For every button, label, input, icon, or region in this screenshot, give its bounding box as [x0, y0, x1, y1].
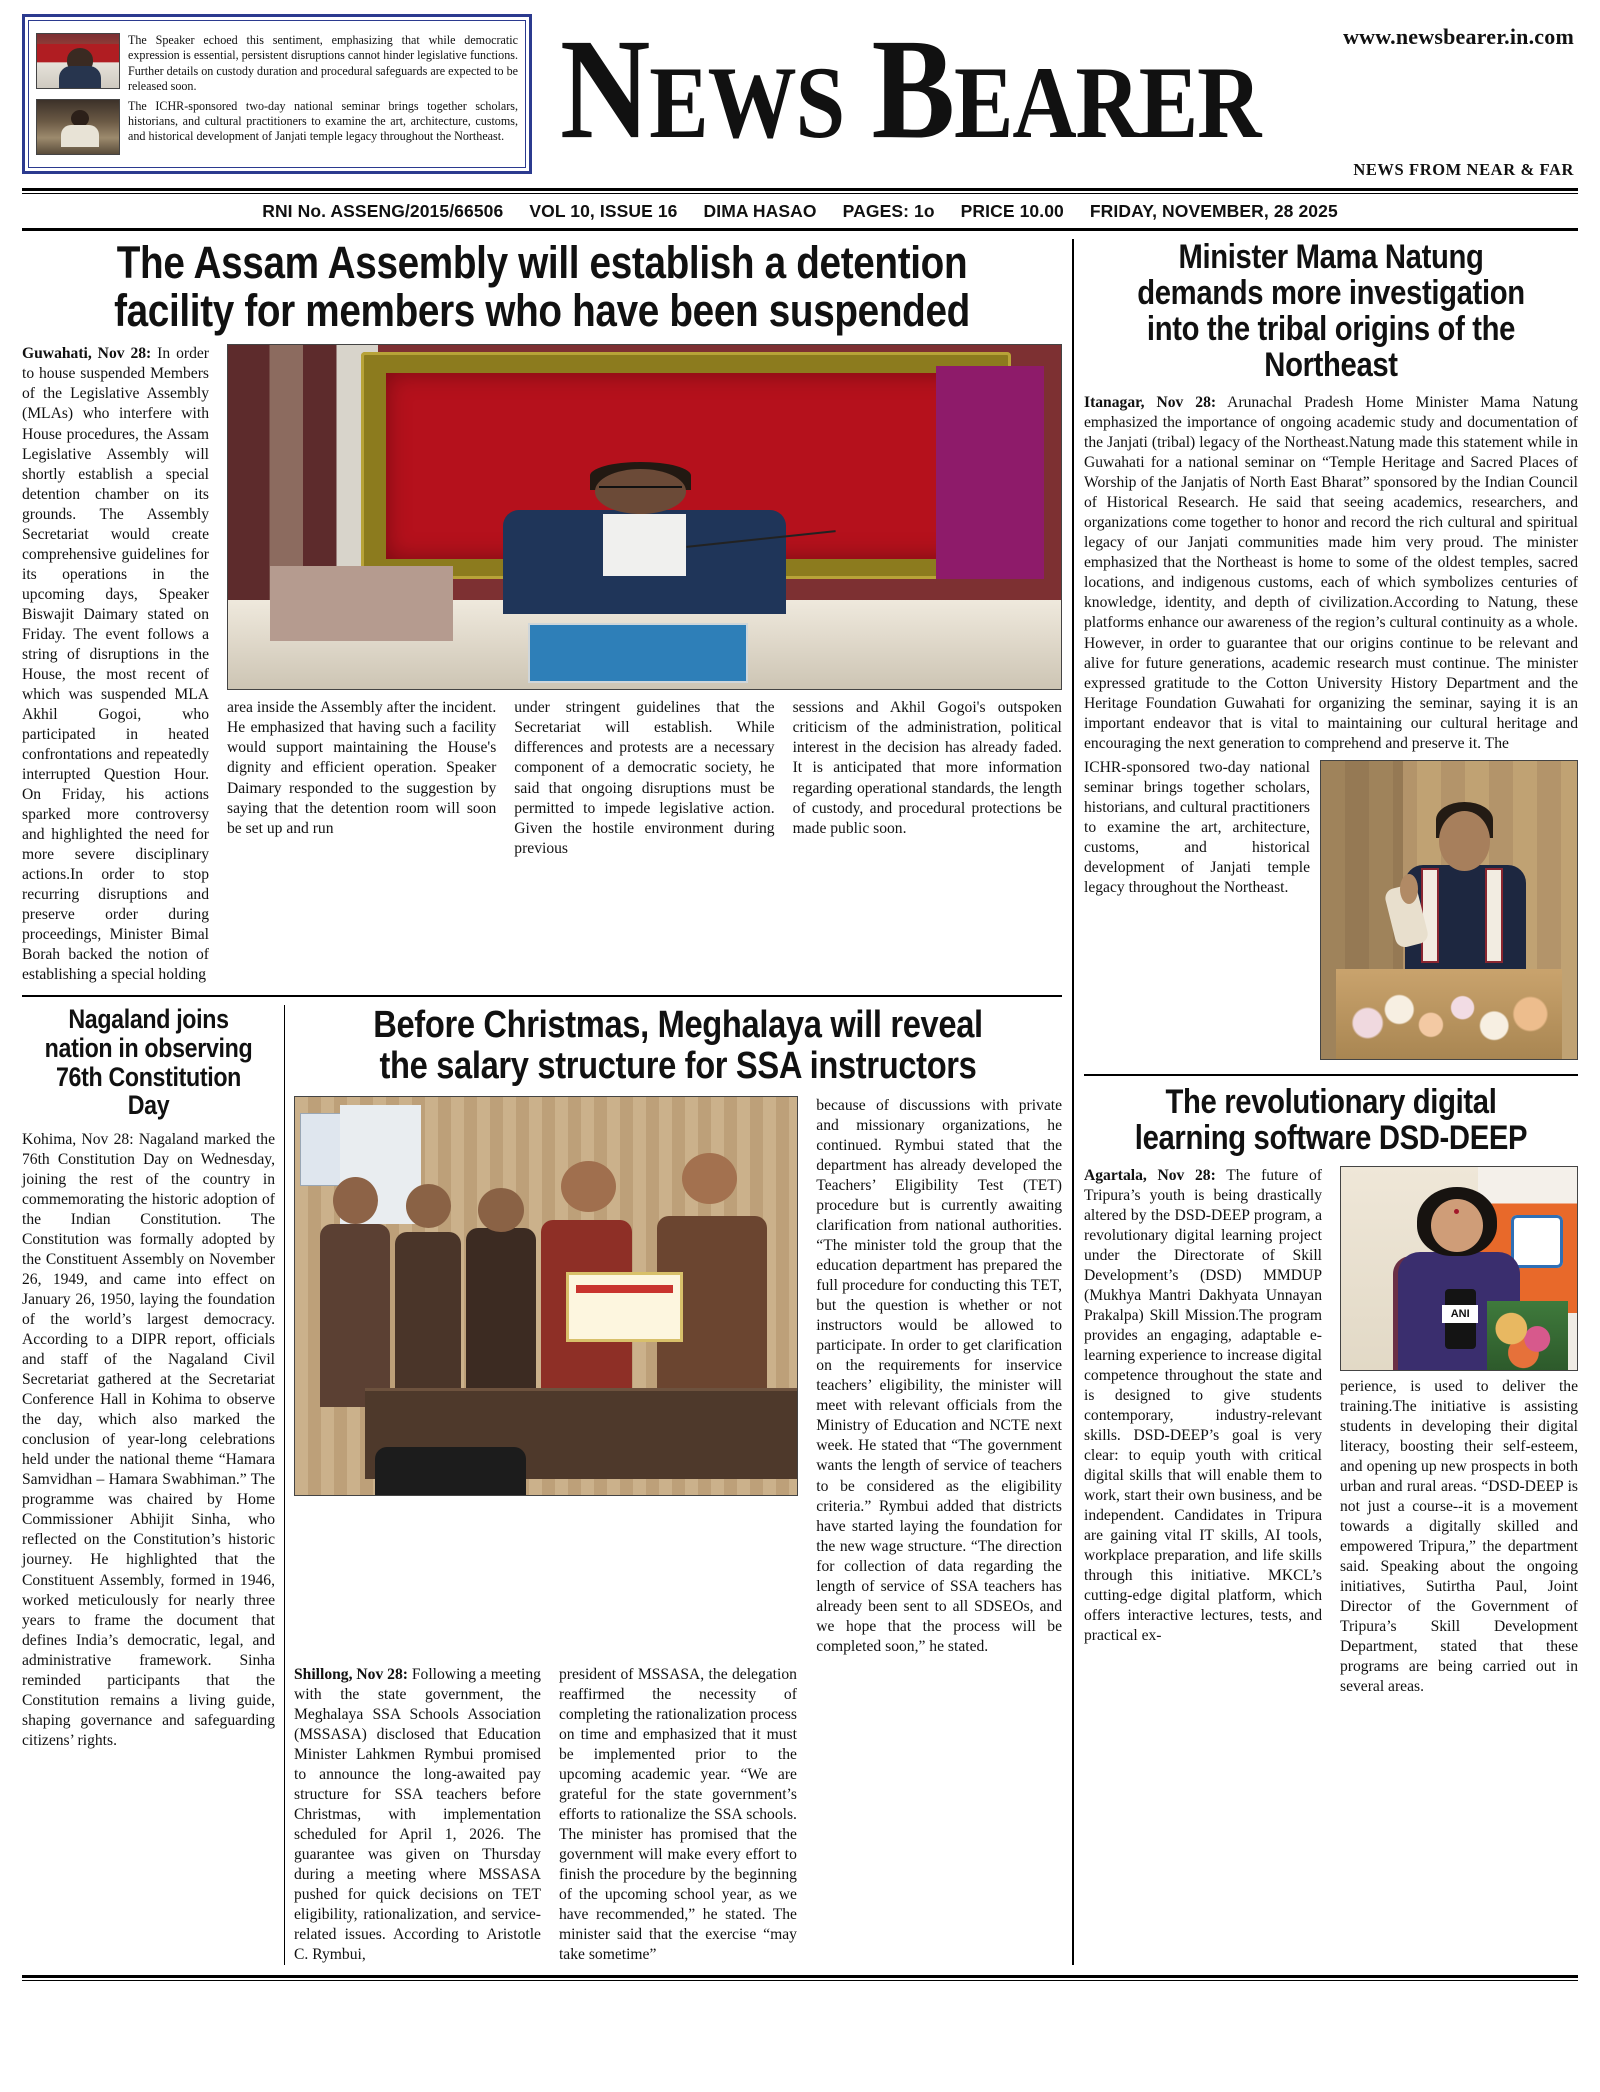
title-block: [532, 9, 1578, 179]
page-bottom-rule: [22, 1975, 1578, 1978]
lead-col-3-text: under stringent guidelines that the Secretariat will establish. While differences and protests are a necessary component of a democratic society, he said that ongoing disruptions must be permitted to impede legislative action. Given the hostile environment during previous: [514, 699, 775, 857]
lead-col-3: [505, 698, 783, 858]
rni-number: RNI No. ASSENG/2015/66506: [262, 201, 504, 221]
natung-dateline: Itanagar, Nov 28:: [1084, 394, 1217, 412]
ssa-dateline: Shillong, Nov 28:: [294, 1665, 408, 1683]
dsd-story: [1084, 1084, 1578, 1698]
dsd-col-1-body: The future of Tripura’s youth is being drastically altered by the DSD-DEEP program, a revolutionary digital learning project under the Directorate of Skill Development’s (DSD) MMDUP (Mukhya Mantri Dakhyata Unnayan Prakalpa) Skill Mission.The program provides an engaging, adaptable e-learning experience to increase digital competence throughout the state and is designed to give students contemporary, industry-relevant skills. DSD-DEEP’s goal is very clear: to equip youth with critical digital skills that will enable them to work, start their own business, and be independent. Candidates in Tripura are gaining vital IT skills, AI tools, workplace preparation, and life skills through this initiative. MKCL’s cutting-edge digital platform, which offers interactive lectures, tests, and practical ex-: [1084, 1166, 1323, 1645]
lead-story-headline: The Assam Assembly will establish a detention facility for members who have been suspended: [114, 237, 970, 336]
ssa-col-3: [806, 1665, 1062, 1965]
lead-story-divider: [22, 995, 1062, 997]
ssa-headline: Before Christmas, Meghalaya will reveal the salary structure for SSA instructors: [373, 1004, 983, 1087]
logo-rest-ews: EWS: [649, 46, 845, 161]
ssa-col-1-text: [294, 1665, 541, 1965]
tagline: NEWS FROM NEAR & FAR: [1353, 160, 1574, 179]
main-vertical-divider: [1072, 239, 1074, 1965]
dsd-col-1-text: [1084, 1166, 1322, 1647]
assembly-speaker-thumb: [36, 33, 120, 89]
seminar-speaker-thumb: [36, 99, 120, 155]
masthead: [22, 9, 1578, 179]
promo-text: The Speaker echoed this sentiment, emphasizing that while democratic expression is essential, persistent disruptions cannot hinder legislative functions. Further details on custody duration and procedural safeguards are expected to be released soon.: [128, 33, 518, 93]
ssa-top-right-text: because of discussions with private and missionary organizations, he continued. Rymbui stated that the department has already developed the Teachers’ Eligibility Test (TET) procedure but is currently awaiting clarification from national authorities. “The minister told the group that the education department has prepared the full procedure for conducting this TET, but the question is whether or not instructors would be allowed to participate. In order to get clarification on the requirements for inservice teachers’ eligibility, the minister will meet with relevant officials from the Ministry of Education and NCTE next week. He stated that “The government wants the length of service of teachers to be considered as the eligibility criteria.” Rymbui added that districts have started laying the foundation for the new wage structure. “The direction for collection of data regarding the length of service of SSA teachers has already been sent to all SDSEOs, and we hope that the process will be completed soon,” he stated.: [816, 1096, 1062, 1655]
ssa-top-right-col: [807, 1096, 1062, 1657]
promo-box: [22, 14, 532, 174]
ssa-photo-wrap: [294, 1096, 807, 1657]
lead-dateline: Guwahati, Nov 28:: [22, 345, 152, 363]
ani-interview-photo: [1340, 1166, 1578, 1371]
volume-issue: VOL 10, ISSUE 16: [529, 201, 678, 221]
left-zone: [22, 239, 1062, 1965]
dsd-dateline: Agartala, Nov 28:: [1084, 1166, 1216, 1184]
nagaland-story: [22, 1005, 284, 1965]
nagaland-dateline: Kohima, Nov 28:: [22, 1130, 134, 1148]
lead-photo-and-cols: [218, 344, 1062, 985]
lead-story-columns: [22, 344, 1062, 985]
lead-col-1: [22, 344, 218, 985]
lead-col-1-text: [22, 344, 209, 985]
mama-natung-podium-photo: [1320, 760, 1578, 1060]
masthead-rule: [22, 188, 1578, 191]
ssa-col-1-body: Following a meeting with the state government, the Meghalaya SSA Schools Association (MSSASA) disclosed that Education Minister Lahkmen Rymbui promised to announce the long-awaited pay structure for SSA teachers before Christmas, with implementation scheduled for April 1, 2026. The guarantee was given on Thursday during a meeting where MSSASA pushed for quick decisions on TET eligibility, rationalization, and service-related issues. According to Aristotle C. Rymbui,: [294, 1665, 541, 1964]
content-grid: [22, 239, 1578, 1965]
lead-lower-columns: [227, 698, 1062, 858]
dsd-columns: [1084, 1166, 1578, 1698]
dsd-col-1: [1084, 1166, 1331, 1698]
natung-story: [1084, 239, 1578, 1064]
info-bar: [22, 194, 1578, 228]
ssa-story: [284, 1005, 1062, 1965]
nagaland-body: [22, 1130, 275, 1751]
publication-date: FRIDAY, NOVEMBER, 28 2025: [1089, 201, 1338, 221]
lead-col-1-body: In order to house suspended Members of the Legislative Assembly (MLAs) who interfere with House procedures, the Assam Legislative Assembly will shortly establish a special detention chamber on its grounds. The Assembly Secretariat would create comprehensive guidelines for its operations in the upcoming days, Speaker Biswajit Daimary stated on Friday. The event follows a string of disruptions in the House, the most recent of which was suspended MLA Akhil Gogoi, who participated in heated confrontations and repeatedly interrupted Question Hour. On Friday, his actions sparked more controversy and highlighted the need for more severe disciplinary actions.In order to stop recurring disruptions and preserve order during proceedings, Minister Bimal Borah backed the notion of establishing a special holding: [22, 345, 209, 984]
info-bar-rule: [22, 228, 1578, 231]
ssa-col-2: [550, 1665, 806, 1965]
natung-headline: Minister Mama Natung demands more investigation into the tribal origins of the Northeast: [1137, 238, 1525, 385]
natung-body-text: Arunachal Pradesh Home Minister Mama Natung emphasized the importance of ongoing academic study and documentation of the Janjati (tribal) legacy of the Northeast.Natung made this statement while in Guwahati for a national seminar on “Temple Heritage and Sacred Places of Worship of the Janjatis of North East Bharat” sponsored by the Indian Council of Historical Research. He said that seeing academics, researchers, and organizations come together to honor and record the rich cultural and spiritual legacy of our Janjati communities made him very proud. The minister emphasized that the Northeast is home to some of the oldest temples, sacred locations, and indigenous customs, each of which symbolizes centuries of knowledge, identity, and depth of civilization.According to Natung, these platforms enhance our awareness of the region’s cultural continuity as a whole. However, in order to guarantee that our origins continue to be relevant and alive for future generations, academic research must continue. The minister expressed gratitude to the Cotton University History Department and the Heritage Foundation Guwahati for organizing the seminar, saying it is an important endeavor that is vital to maintaining our cultural heritage and encouraging the next generation to comprehend and preserve it. The: [1084, 394, 1578, 752]
promo-item: [36, 99, 518, 155]
lead-story: [22, 239, 1062, 985]
promo-item: [36, 33, 518, 94]
dsd-headline: The revolutionary digital learning software DSD-DEEP: [1134, 1082, 1528, 1157]
lead-col-2-text: area inside the Assembly after the incident. He emphasized that having such a facility would support maintaining the House's dignity and efficient operation. Speaker Daimary responded to the suggestion by saying that the detention room will soon be set up and run: [227, 699, 497, 837]
second-row: [22, 1005, 1062, 1965]
dsd-col-2-text: perience, is used to deliver the training.The initiative is assisting students in developing their digital literacy, boosting their self-esteem, and opening up new prospects in both urban and rural areas. “DSD-DEEP is not just a course--it is a movement towards a digitally skilled and empowered Tripura,” the department said. Speaking about the ongoing initiatives, Sutirtha Paul, Joint Director of the Government of Tripura’s Skill Development Department, stated that these programs are being carried out in several areas.: [1340, 1377, 1578, 1696]
ani-mic-badge: ANI: [1442, 1305, 1477, 1323]
right-zone: [1084, 239, 1578, 1965]
natung-wrap-text: ICHR-sponsored two-day national seminar brings together scholars, historians, and cultural practitioners to examine the art, architecture, customs, and historical development of Janjati temple legacy throughout the Northeast.: [1084, 758, 1310, 896]
logo-cap-n: N: [560, 9, 650, 169]
ssa-col-1: [294, 1665, 550, 1965]
lead-col-4-text: sessions and Akhil Gogoi's outspoken criticism of the administration, political interest in the decision has already faded. It is anticipated that more information regarding operational standards, the length of custody, and procedural protections be made public soon.: [792, 699, 1062, 837]
natung-divider: [1084, 1074, 1578, 1076]
logo-rest-earer: EARER: [953, 46, 1261, 161]
website-url[interactable]: www.newsbearer.in.com: [1343, 24, 1574, 49]
page-bottom-rule-thin: [22, 1980, 1578, 1981]
dsd-col-2: [1331, 1166, 1578, 1698]
ssa-top-row: [294, 1096, 1062, 1657]
mssasa-delegation-certificate-photo: [294, 1096, 798, 1496]
ssa-col-2-text: president of MSSASA, the delegation reaffirmed the necessity of completing the rationalization process on time and emphasized that it must be implemented prior to the upcoming academic year. “We are grateful for the state government’s efforts to rationalize the SSA schools. The minister has promised that the government will make every effort to finish the procedure by the beginning of the upcoming school year, as we have recommended,” he stated. The minister said that the exercise “may take sometime”: [558, 1665, 797, 1964]
lead-col-2: [227, 698, 505, 858]
lead-col-4: [784, 698, 1062, 858]
natung-body: [1084, 393, 1578, 754]
logo-cap-b: B: [871, 9, 954, 169]
natung-wrap-row: [1084, 758, 1578, 1064]
promo-text: The ICHR-sponsored two-day national seminar brings together scholars, historians, and cultural practitioners to examine the art, architecture, customs, and historical development of Janjati temple legacy throughout the Northeast.: [128, 98, 518, 144]
page-count: PAGES: 1o: [842, 201, 935, 221]
edition-place: DIMA HASAO: [703, 201, 817, 221]
assam-assembly-speaker-photo: [227, 344, 1062, 690]
ssa-lower-row: [294, 1665, 1062, 1965]
price: PRICE 10.00: [960, 201, 1064, 221]
nagaland-body-text: Nagaland marked the 76th Constitution Day on Wednesday, joining the rest of the country in commemorating the historic adoption of the Indian Constitution. The Constitution was formally adopted by the Constituent Assembly on November 26, 1949, and came into effect on January 26, 1950, laying the foundation of the world’s largest democracy. According to a DIPR report, officials and staff of the Nagaland Civil Secretariat gathered at the Secretariat Conference Hall in Kohima to observe the day, which also marked the conclusion of year-long celebrations held under the national theme “Hamara Samvidhan – Hamara Swabhiman.” The programme was chaired by Home Commissioner Abhijit Sinha, who reflected on the Constitution’s historic journey. He highlighted that the Constituent Assembly, formed in 1946, worked meticulously for nearly three years to frame the document that defines India’s democratic, legal, and administrative framework. Sinha reminded participants that the Constitution remains a living guide, shaping governance and safeguarding citizens’ rights.: [22, 1130, 275, 1749]
newspaper-logo: [560, 9, 1600, 169]
nagaland-headline: Nagaland joins nation in observing 76th Constitution Day: [44, 1004, 253, 1121]
